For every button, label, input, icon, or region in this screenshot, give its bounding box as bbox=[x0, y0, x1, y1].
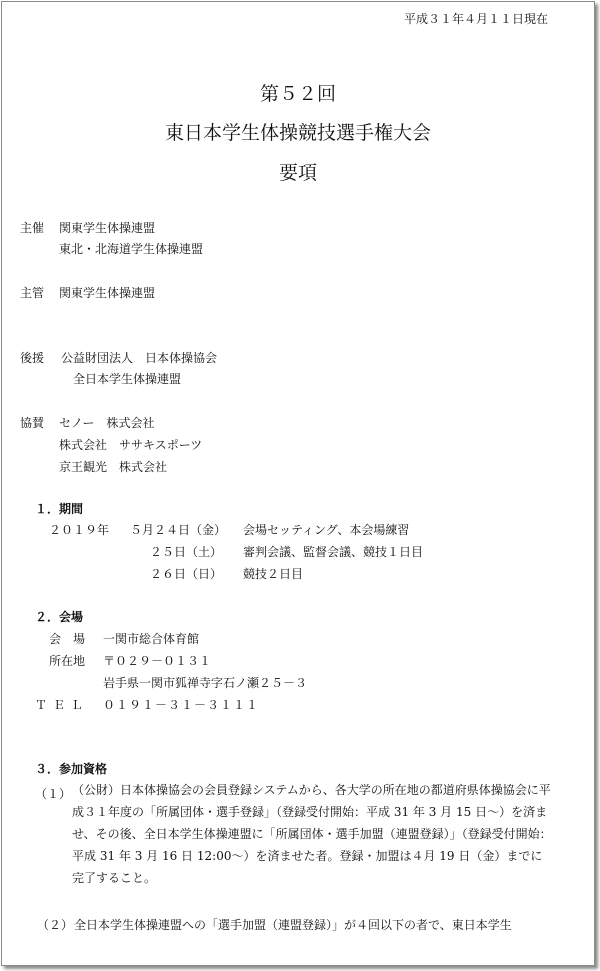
document-date: 平成３１年４月１１日現在 bbox=[404, 12, 549, 26]
tel-label: ＴＥＬ bbox=[35, 698, 90, 712]
sponsor-label: 協賛 bbox=[20, 416, 45, 430]
venue-label: 会 場 bbox=[49, 632, 86, 646]
period-heading: １．期間 bbox=[35, 502, 84, 516]
eligibility-item1-text: （公財）日本体操協会の会員登録システムから、各大学の所在地の都道府県体操協会に平成３１年度の「所属団体・選手登録」（登録受付開始：平成 31 年 3 月 15 日〜）を済ませ、その後、全日本学生体操連盟に「所属団体・選手加盟（連盟登録）」（登録受付開始：平成 31 年 3 月 16 日 12:00〜）を済ませた者。登録・加盟は４月 19 日（金）までに完了すること。 bbox=[72, 783, 552, 885]
address-label: 所在地 bbox=[49, 654, 86, 668]
period-year: ２０１９年 bbox=[49, 523, 110, 537]
tel-number: ０１９１－３１－３１１１ bbox=[103, 698, 260, 712]
eligibility-heading: ３．参加資格 bbox=[35, 762, 108, 776]
sponsor-3: 京王観光 株式会社 bbox=[59, 460, 168, 474]
period-event-2: 審判会議、監督会議、競技１日目 bbox=[243, 545, 424, 559]
host-2: 東北・北海道学生体操連盟 bbox=[59, 242, 204, 256]
support-label: 後援 bbox=[20, 351, 45, 365]
period-date-1: ５月２４日（金） bbox=[130, 523, 227, 537]
period-date-3: ２６日（日） bbox=[150, 567, 223, 581]
postal-code: 〒０２９－０１３１ bbox=[103, 654, 212, 668]
host-1: 関東学生体操連盟 bbox=[59, 221, 156, 235]
period-event-3: 競技２日目 bbox=[243, 567, 304, 581]
venue-heading: ２．会場 bbox=[35, 610, 84, 624]
title-guidelines: 要項 bbox=[278, 162, 317, 184]
host-label: 主催 bbox=[20, 221, 45, 235]
period-event-1: 会場セッティング、本会場練習 bbox=[243, 523, 410, 537]
title-event-name: 東日本学生体操競技選手権大会 bbox=[164, 122, 431, 144]
eligibility-item1-number: （１） bbox=[35, 787, 72, 801]
document-page bbox=[1, 1, 595, 966]
support-2: 全日本学生体操連盟 bbox=[73, 372, 182, 386]
support-1: 公益財団法人 日本体操協会 bbox=[61, 351, 218, 365]
period-date-2: ２５日（土） bbox=[150, 545, 223, 559]
sponsor-1: セノー 株式会社 bbox=[59, 416, 155, 430]
manage-1: 関東学生体操連盟 bbox=[59, 286, 156, 300]
address: 岩手県一関市狐禅寺字石ノ瀬２５－３ bbox=[103, 676, 308, 690]
eligibility-item2-text: 全日本学生体操連盟への「選手加盟（連盟登録）」が４回以下の者で、東日本学生 bbox=[74, 918, 512, 932]
manage-label: 主管 bbox=[20, 286, 45, 300]
sponsor-2: 株式会社 ササキスポーツ bbox=[59, 438, 203, 452]
eligibility-item2-number: （２） bbox=[37, 918, 74, 932]
venue-name: 一関市総合体育館 bbox=[103, 632, 200, 646]
title-edition: 第５２回 bbox=[259, 83, 336, 105]
